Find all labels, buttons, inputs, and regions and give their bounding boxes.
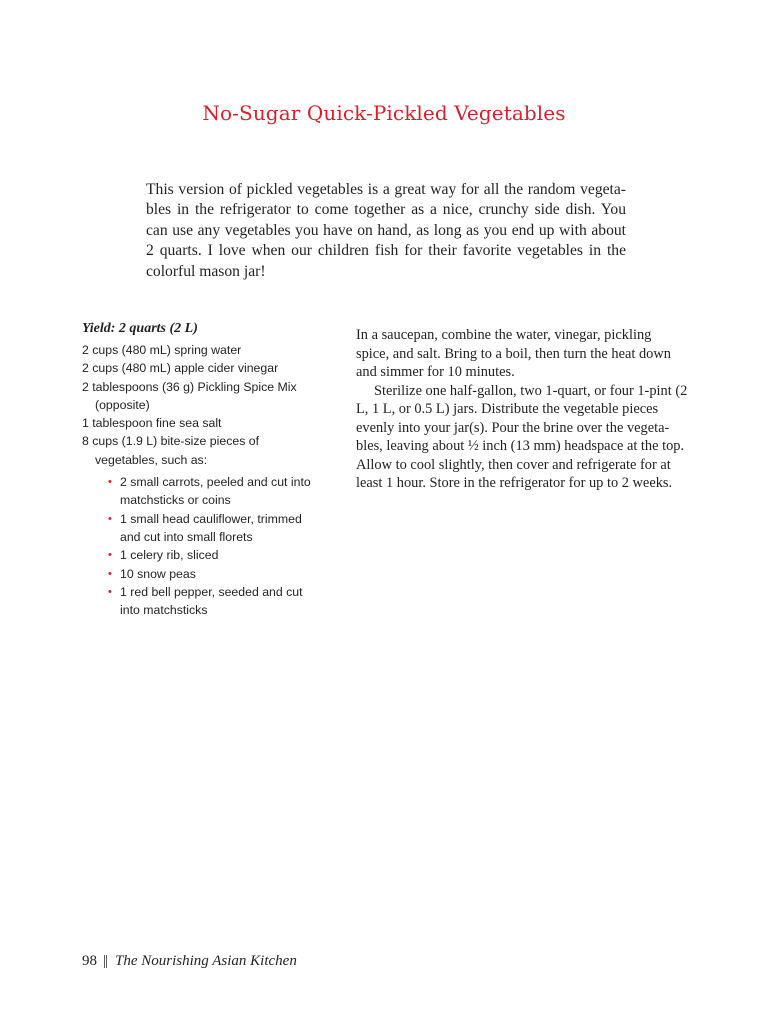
- vegetable-list: [95, 473, 322, 619]
- recipe-intro: This version of pickled vegetables is a great way for all the random vegeta-bles in the refrigerator to come together as a nice, crunchy side dish. You can use any vegetables you have on hand, as long as you end up with about 2 quarts. I love when our children fish for their favorite vegetables in the colorful mason jar!: [146, 181, 626, 280]
- recipe-title: No-Sugar Quick-Pickled Vegetables: [202, 101, 566, 125]
- vegetable-item: [95, 510, 322, 547]
- directions-section: [356, 326, 688, 493]
- bullet-icon: •: [108, 585, 112, 598]
- recipe-yield: Yield: 2 quarts (2 L): [82, 321, 198, 336]
- bullet-icon: •: [108, 549, 112, 562]
- bullet-icon: •: [108, 476, 112, 489]
- ingredients-section: [82, 320, 322, 619]
- vegetable-item: [95, 473, 322, 510]
- ingredient-item: 2 cups (480 mL) spring water: [82, 343, 242, 357]
- ingredient-item: 1 tablespoon fine sea salt: [82, 416, 222, 431]
- book-title: The Nourishing Asian Kitchen: [115, 953, 297, 969]
- ingredient-item-label: 8 cups (1.9 L) bite-size pieces of vegetables, such as:: [82, 434, 260, 467]
- ingredient-list: [82, 341, 322, 619]
- vegetable-label: 1 small head cauliflower, trimmed and cut into small florets: [120, 511, 302, 544]
- vegetable-item: [95, 565, 322, 583]
- vegetable-label: 1 red bell pepper, seeded and cut into matchsticks: [120, 584, 303, 618]
- ingredient-item: 2 tablespoons (36 g) Pickling Spice Mix (opposite): [82, 379, 297, 412]
- bullet-icon: •: [108, 567, 112, 580]
- direction-paragraph: In a saucepan, combine the water, vinegar, pickling spice, and salt. Bring to a boil, then turn the heat down and simmer for 10 minutes.: [356, 327, 671, 380]
- footer-separator: ||: [103, 953, 108, 969]
- vegetable-label: 10 snow peas: [120, 566, 196, 581]
- page-footer: [82, 951, 297, 971]
- vegetable-item: [95, 583, 322, 620]
- page-number: 98: [82, 953, 97, 969]
- ingredient-item: 2 cups (480 mL) apple cider vinegar: [82, 361, 279, 376]
- ingredient-item-vegetables: [82, 432, 322, 619]
- vegetable-label: 2 small carrots, peeled and cut into matchsticks or coins: [120, 475, 311, 508]
- vegetable-label: 1 celery rib, sliced: [120, 548, 219, 563]
- direction-paragraph: Sterilize one half-gallon, two 1-quart, or four 1-pint (2 L, 1 L, or 0.5 L) jars. Distribute the vegetable pieces evenly into your jar(s). Pour the brine over the vegeta-bles, leaving about ½ inch (13 mm) headspace at the top. Allow to cool slightly, then cover and refrigerate for at least 1 hour. Store in the refrigerator for up to 2 weeks.: [356, 382, 688, 491]
- vegetable-item: [95, 546, 322, 564]
- bullet-icon: •: [108, 512, 112, 525]
